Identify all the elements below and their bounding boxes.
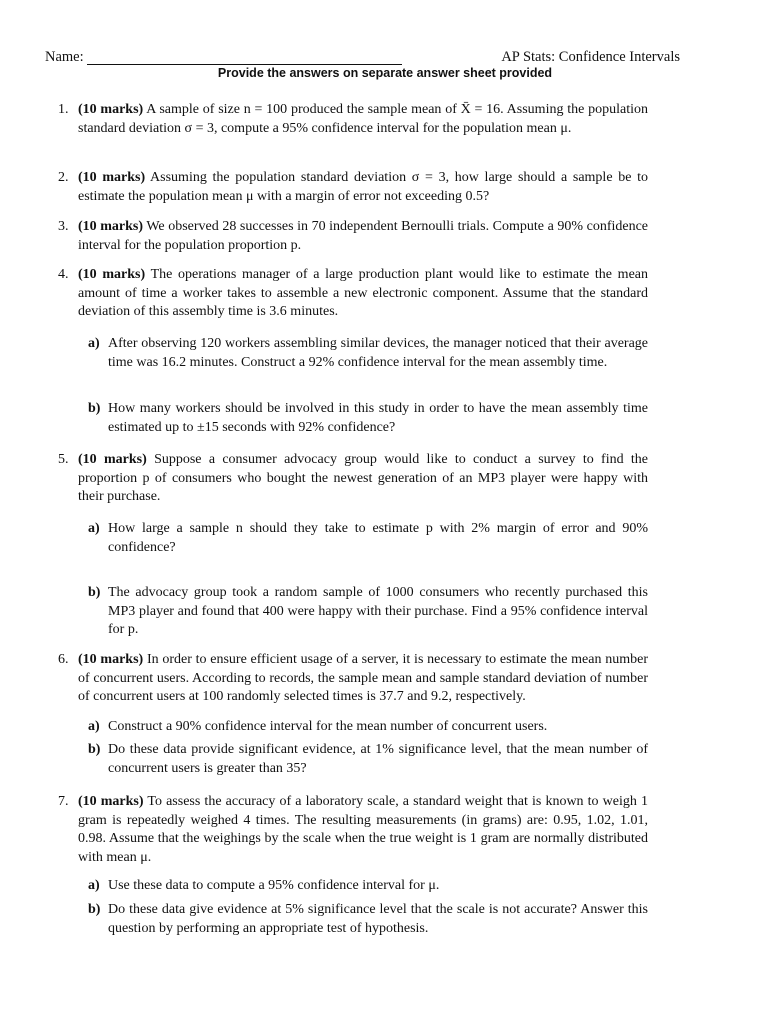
question-marks: (10 marks) [78,102,144,117]
question-number: 3. [58,219,69,234]
question-5-part-a [88,520,648,557]
question-marks: (10 marks) [78,219,144,234]
part-label: a) [88,336,100,351]
question-number: 1. [58,102,69,117]
part-text: Do these data provide significant evidence, at 1% significance level, that the mean number of concurrent users is greater than 35? [108,742,648,776]
question-text: Assuming the population standard deviation σ = 3, how large should a sample be to estimate the population mean μ with a margin of error not exceeding 0.5? [78,170,649,204]
part-text: Use these data to compute a 95% confidence interval for μ. [108,878,440,893]
question-7-part-a [88,877,648,896]
question-marks: (10 marks) [78,652,144,667]
question-number: 4. [58,267,69,282]
question-7 [58,793,648,867]
question-3 [58,218,648,255]
part-text: Construct a 90% confidence interval for the mean number of concurrent users. [108,719,548,734]
question-number: 5. [58,452,69,467]
question-4-part-a [88,335,648,372]
part-label: a) [88,878,100,893]
question-marks: (10 marks) [78,267,146,282]
name-blank-line [87,64,402,65]
question-number: 6. [58,652,69,667]
question-text: The operations manager of a large production plant would like to estimate the mean amount of time a worker takes to assemble a new electronic component. Assume that the standard deviation of this assembly time is 3.6 minutes. [78,267,648,319]
part-text: Do these data give evidence at 5% significance level that the scale is not accurate? Answer this question by performing an appropriate test of hypothesis. [108,902,648,936]
question-text: To assess the accuracy of a laboratory scale, a standard weight that is known to weigh 1 gram is repeatedly weighed 4 times. The resulting measurements (in grams) are: 0.95, 1.02, 1.01, 0.98. Assume that the weighings by the scale when the true weight is 1 gram are normally distributed with mean μ. [78,794,648,865]
question-5-part-b [88,584,648,640]
question-text: A sample of size n = 100 produced the sample mean of X̄ = 16. Assuming the population standard deviation σ = 3, compute a 95% confidence interval for the population mean μ. [78,102,648,136]
question-4 [58,266,648,322]
name-label: Name: [45,49,84,65]
question-text: We observed 28 successes in 70 independent Bernoulli trials. Compute a 90% confidence interval for the population proportion p. [78,219,649,253]
part-text: How large a sample n should they take to estimate p with 2% margin of error and 90% confidence? [108,521,648,555]
question-6-part-b [88,741,648,778]
part-label: b) [88,902,101,917]
part-label: b) [88,742,101,757]
question-1 [58,101,648,138]
question-marks: (10 marks) [78,794,144,809]
question-6-part-a [88,718,648,737]
document-title: AP Stats: Confidence Intervals [501,49,680,65]
question-text: Suppose a consumer advocacy group would like to conduct a survey to find the proportion p of consumers who bought the newest generation of an MP3 player were happy with their purchase. [78,452,649,504]
part-label: b) [88,401,101,416]
part-label: b) [88,585,101,600]
question-5 [58,451,648,507]
part-label: a) [88,719,100,734]
question-number: 2. [58,170,69,185]
part-text: After observing 120 workers assembling similar devices, the manager noticed that their average time was 16.2 minutes. Construct a 92% confidence interval for the mean assembly time. [108,336,648,370]
part-text: How many workers should be involved in this study in order to have the mean assembly time estimated up to ±15 seconds with 92% confidence? [108,401,648,435]
question-number: 7. [58,794,69,809]
question-6 [58,651,648,707]
question-7-part-b [88,901,648,938]
part-label: a) [88,521,100,536]
question-2 [58,169,648,206]
question-marks: (10 marks) [78,170,146,185]
instructions: Provide the answers on separate answer sheet provided [217,66,553,80]
question-text: In order to ensure efficient usage of a server, it is necessary to estimate the mean number of concurrent users. According to records, the sample mean and sample standard deviation of number of concurrent users at 100 randomly selected times is 37.7 and 9.2, respectively. [78,652,648,704]
part-text: The advocacy group took a random sample of 1000 consumers who recently purchased this MP3 player and found that 400 were happy with their purchase. Find a 95% confidence interval for p. [108,585,648,637]
question-marks: (10 marks) [78,452,147,467]
question-4-part-b [88,400,648,437]
